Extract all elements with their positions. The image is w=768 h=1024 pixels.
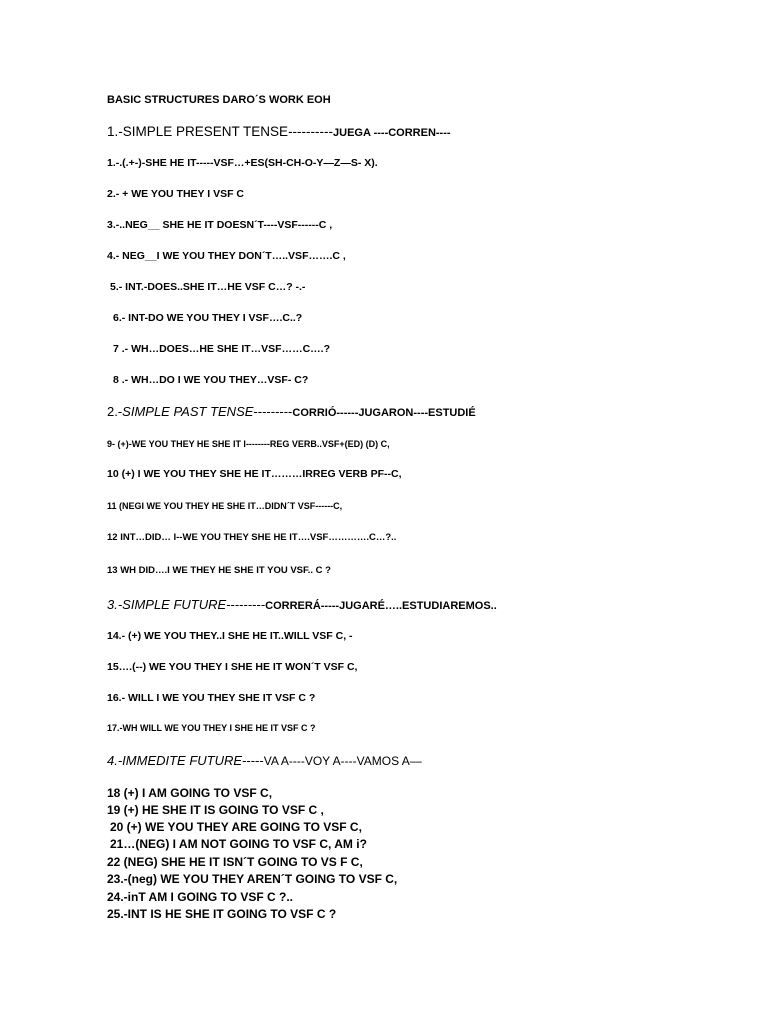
document-title: BASIC STRUCTURES DARO´S WORK EOH bbox=[107, 94, 331, 106]
rule-line: 3.-..NEG__ SHE HE IT DOESN´T----VSF------C , bbox=[107, 219, 333, 231]
rule-line: 14.- (+) WE YOU THEY..I SHE HE IT..WILL VSF C, - bbox=[107, 630, 353, 642]
section-3-examples: CORRERÁ-----JUGARÉ…..ESTUDIAREMOS.. bbox=[265, 600, 497, 612]
rule-line: 6.- INT-DO WE YOU THEY I VSF….C..? bbox=[113, 312, 303, 324]
section-3-title: 3.-SIMPLE FUTURE bbox=[107, 597, 227, 612]
section-3-heading bbox=[107, 598, 497, 612]
section-2-number: 2.- bbox=[107, 404, 123, 419]
section-1-heading bbox=[107, 125, 451, 139]
rule-line: 10 (+) I WE YOU THEY SHE HE IT………IRREG VERB PF--C, bbox=[107, 468, 402, 480]
rule-line: 4.- NEG__I WE YOU THEY DON´T…..VSF…….C , bbox=[107, 250, 346, 262]
section-1-title: 1.-SIMPLE PRESENT TENSE bbox=[107, 124, 289, 139]
rule-line: 16.- WILL I WE YOU THEY SHE IT VSF C ? bbox=[107, 692, 316, 704]
rule-line: 23.-(neg) WE YOU THEY AREN´T GOING TO VSF C, bbox=[107, 872, 398, 886]
section-3-dashes: --------- bbox=[226, 597, 266, 612]
rule-line: 1.-.(.+-)-SHE HE IT-----VSF…+ES(SH-CH-O-Y—Z—S- X). bbox=[107, 157, 378, 169]
section-1-examples: JUEGA ----CORREN---- bbox=[333, 127, 451, 139]
section-2-dashes: --------- bbox=[253, 404, 293, 419]
rule-line: 2.- + WE YOU THEY I VSF C bbox=[107, 188, 245, 200]
rule-line: 22 (NEG) SHE HE IT ISN´T GOING TO VS F C, bbox=[107, 855, 363, 869]
rule-line: 8 .- WH…DO I WE YOU THEY…VSF- C? bbox=[113, 374, 309, 386]
rule-line: 17.-WH WILL WE YOU THEY I SHE HE IT VSF C ? bbox=[107, 723, 316, 733]
section-4-dashes: ----- bbox=[242, 753, 264, 768]
section-2-heading bbox=[107, 405, 476, 419]
rule-line: 18 (+) I AM GOING TO VSF C, bbox=[107, 786, 273, 800]
section-4-heading bbox=[107, 754, 422, 767]
rule-line: 15….(--) WE YOU THEY I SHE HE IT WON´T VSF C, bbox=[107, 661, 358, 673]
section-2-title: SIMPLE PAST TENSE bbox=[122, 404, 254, 419]
rule-line: 12 INT…DID… I--WE YOU THEY SHE HE IT….VSF………….C…?.. bbox=[107, 532, 397, 543]
rule-line: 7 .- WH…DOES…HE SHE IT…VSF……C….? bbox=[113, 343, 331, 355]
rule-line: 21…(NEG) I AM NOT GOING TO VSF C, AM i? bbox=[110, 837, 367, 851]
rule-line: 25.-INT IS HE SHE IT GOING TO VSF C ? bbox=[107, 907, 337, 921]
rule-line: 19 (+) HE SHE IT IS GOING TO VSF C , bbox=[107, 803, 324, 817]
rule-line: 11 (NEGI WE YOU THEY HE SHE IT…DIDN´T VSF------C, bbox=[107, 501, 343, 511]
section-4-examples: VA A----VOY A----VAMOS A— bbox=[263, 754, 422, 768]
rule-line: 13 WH DID….I WE THEY HE SHE IT YOU VSF.. C ? bbox=[107, 565, 331, 576]
section-2-examples: CORRIÓ------JUGARON----ESTUDIÉ bbox=[292, 407, 476, 419]
rule-line: 5.- INT.-DOES..SHE IT…HE VSF C…? -.- bbox=[110, 281, 306, 293]
rule-line: 24.-inT AM I GOING TO VSF C ?.. bbox=[107, 890, 294, 904]
section-1-dashes: ---------- bbox=[288, 124, 334, 139]
rule-line: 9- (+)-WE YOU THEY HE SHE IT I--------REG VERB..VSF+(ED) (D) C, bbox=[107, 439, 390, 449]
rule-line: 20 (+) WE YOU THEY ARE GOING TO VSF C, bbox=[110, 820, 362, 834]
section-4-title: 4.-IMMEDITE FUTURE bbox=[107, 753, 243, 768]
